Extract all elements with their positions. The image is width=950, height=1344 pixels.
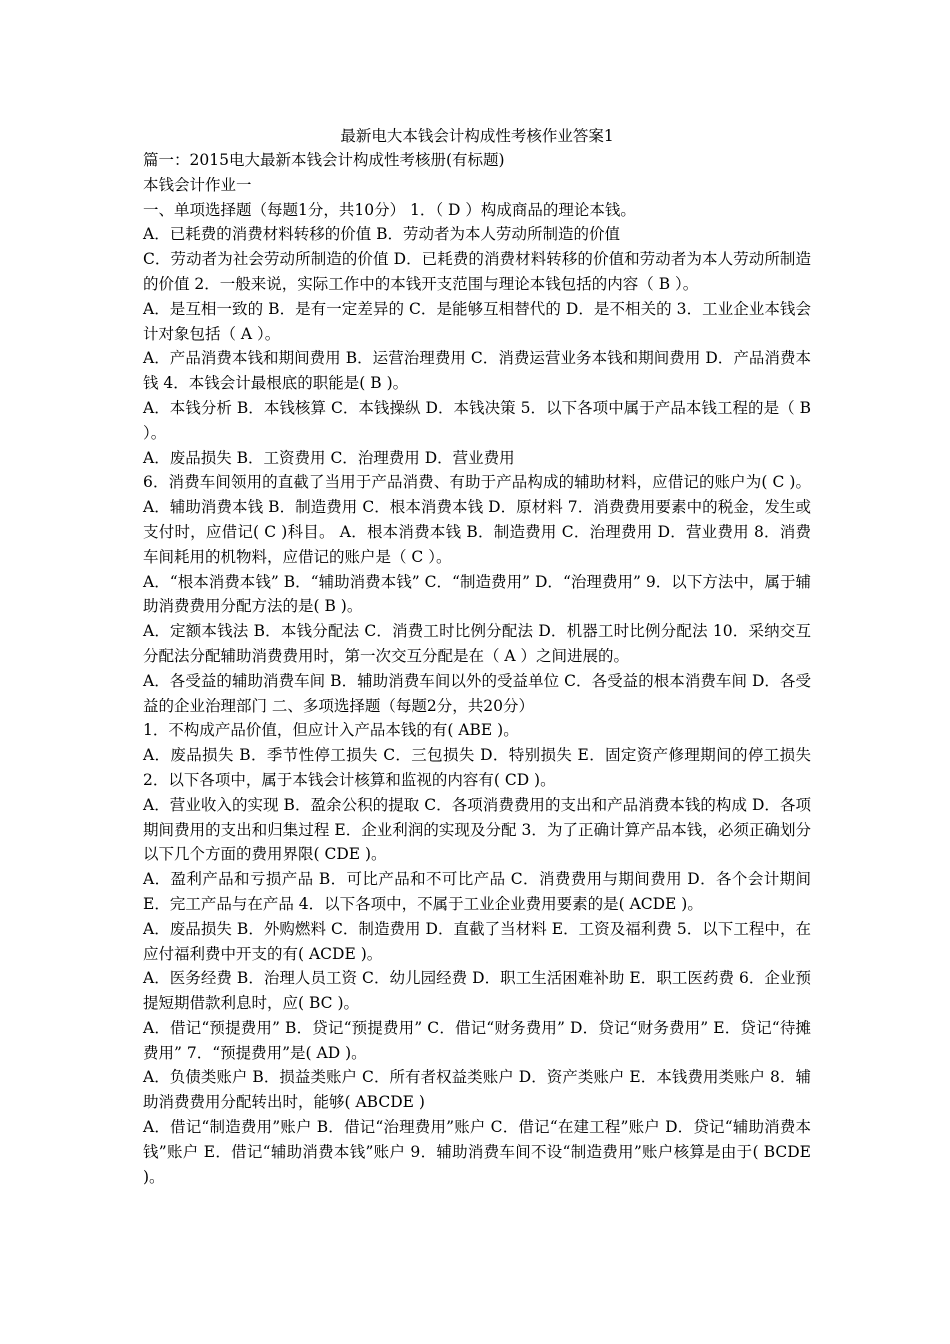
question-paragraph: C．劳动者为社会劳动所制造的价值 D．已耗费的消费材料转移的价值和劳动者为本人劳动所制造的价值 2．一般来说，实际工作中的本钱开支范围与理论本钱包括的内容（ B ）。 <box>143 250 811 293</box>
question-paragraph: A．负债类账户 B．损益类账户 C．所有者权益类账户 D．资产类账户 E．本钱费用类账户 8．辅助消费费用分配转出时，能够( ABCDE ) <box>143 1068 811 1112</box>
question-paragraph: A．产品消费本钱和期间费用 B．运营治理费用 C．消费运营业务本钱和期间费用 D．产品消费本钱 4．本钱会计最根底的职能是( B )。 <box>143 349 811 393</box>
document-page <box>143 124 811 1189</box>
question-paragraph: 一、单项选择题（每题1分，共10分） 1．（ D ）构成商品的理论本钱。 <box>143 200 636 219</box>
section-heading: 篇一：2015电大最新本钱会计构成性考核册(有标题) <box>143 151 505 169</box>
question-paragraph: A．废品损失 B．季节性停工损失 C．三包损失 D．特别损失 E．固定资产修理期间的停工损失 2．以下各项中，属于本钱会计核算和监视的内容有( CD )。 <box>143 746 811 789</box>
assignment-heading: 本钱会计作业一 <box>143 175 252 194</box>
question-paragraph: A．医务经费 B．治理人员工资 C．幼儿园经费 D．职工生活困难补助 E．职工医药费 6．企业预提短期借款利息时，应( BC )。 <box>143 969 811 1013</box>
question-paragraph: A．借记“预提费用” B．贷记“预提费用” C．借记“财务费用” D．贷记“财务费用” E．贷记“待摊费用” 7．“预提费用”是( AD )。 <box>143 1018 811 1062</box>
question-paragraph: A．本钱分析 B．本钱核算 C．本钱操纵 D．本钱决策 5．以下各项中属于产品本钱工程的是（ B ）。 <box>143 398 811 442</box>
question-paragraph: A．借记“制造费用”账户 B．借记“治理费用”账户 C．借记“在建工程”账户 D．贷记“辅助消费本钱”账户 E．借记“辅助消费本钱”账户 9．辅助消费车间不设“制造费用”账户核算是由于( BCDE )。 <box>143 1118 811 1186</box>
question-paragraph: A．废品损失 B．外购燃料 C．制造费用 D．直截了当材料 E．工资及福利费 5．以下工程中，在应付福利费中开支的有( ACDE )。 <box>143 919 811 963</box>
question-paragraph: A．是互相一致的 B．是有一定差异的 C．是能够互相替代的 D．是不相关的 3．工业企业本钱会计对象包括（ A ）。 <box>143 299 811 343</box>
question-paragraph: A．废品损失 B．工资费用 C．治理费用 D．营业费用 <box>143 448 515 467</box>
document-title: 最新电大本钱会计构成性考核作业答案1 <box>340 127 614 145</box>
question-paragraph: A．“根本消费本钱” B．“辅助消费本钱” C．“制造费用” D．“治理费用” 9．以下方法中，属于辅助消费费用分配方法的是( B )。 <box>143 572 811 616</box>
question-paragraph: A．营业收入的实现 B．盈余公积的提取 C．各项消费费用的支出和产品消费本钱的构成 D．各项期间费用的支出和归集过程 E．企业利润的实现及分配 3．为了正确计算产品本钱，必须正确划分以下几个方面的费用界限( CDE )。 <box>143 795 811 864</box>
question-paragraph: 1．不构成产品价值，但应计入产品本钱的有( ABE )。 <box>143 721 519 740</box>
question-paragraph: A．定额本钱法 B．本钱分配法 C．消费工时比例分配法 D．机器工时比例分配法 10．采纳交互分配法分配辅助消费费用时，第一次交互分配是在（ A ）之间进展的。 <box>143 622 811 665</box>
question-paragraph: A．盈利产品和亏损产品 B．可比产品和不可比产品 C．消费费用与期间费用 D．各个会计期间 E．完工产品与在产品 4．以下各项中，不属于工业企业费用要素的是( ACDE )。 <box>143 870 811 913</box>
question-paragraph: 6．消费车间领用的直截了当用于产品消费、有助于产品构成的辅助材料，应借记的账户为( C )。 A．辅助消费本钱 B．制造费用 C．根本消费本钱 D．原材料 7．消费费用要素中的税金，发生或支付时，应借记( C )科目。 A．根本消费本钱 B．制造费用 C．治理费用 D．营业费用 8．消费车间耗用的机物料，应借记的账户是（ C ）。 <box>143 473 811 566</box>
question-paragraph: A．各受益的辅助消费车间 B．辅助消费车间以外的受益单位 C．各受益的根本消费车间 D．各受益的企业治理部门 二、多项选择题（每题2分，共20分） <box>143 671 811 715</box>
question-paragraph: A．已耗费的消费材料转移的价值 B．劳动者为本人劳动所制造的价值 <box>143 225 621 244</box>
